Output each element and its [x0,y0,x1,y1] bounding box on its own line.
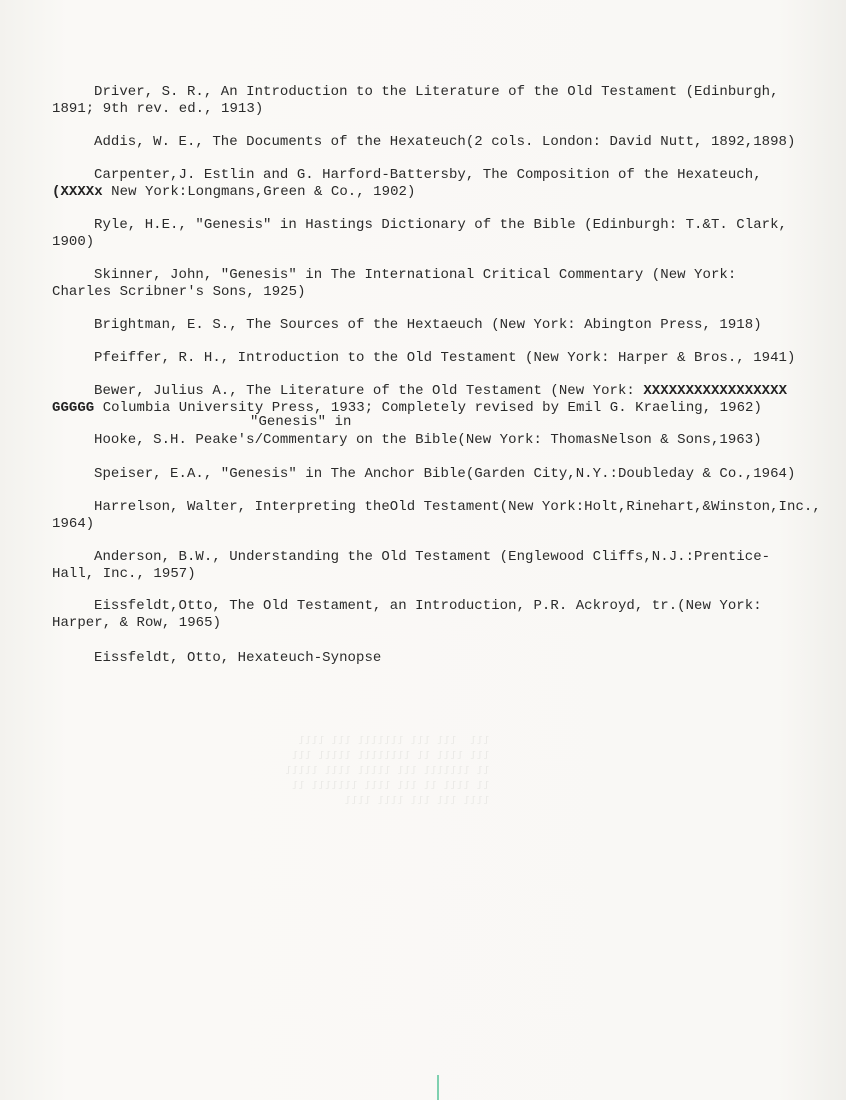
entry-skinner: Skinner, John, "Genesis" in The International Critical Commentary (New York: [94,267,737,283]
entry-eissfeldt-2: Eissfeldt, Otto, Hexateuch-Synopse [94,650,382,666]
inserted-text: "Genesis" in [250,414,352,430]
entry-carpenter: Carpenter,J. Estlin and G. Harford-Battersby, The Composition of the Hexateuch, [94,167,762,183]
entry-ryle-cont: 1900) [52,234,95,250]
struck-text: (XXXXx [52,184,103,200]
entry-pfeiffer: Pfeiffer, R. H., Introduction to the Old Testament (New York: Harper & Bros., 1941) [94,350,796,366]
entry-eissfeldt-1: Eissfeldt,Otto, The Old Testament, an Introduction, P.R. Ackroyd, tr.(New York: [94,598,762,614]
entry-driver: Driver, S. R., An Introduction to the Literature of the Old Testament (Edinburgh, [94,84,779,100]
entry-ryle: Ryle, H.E., "Genesis" in Hastings Dictionary of the Bible (Edinburgh: T.&T. Clark, [94,217,788,233]
entry-eissfeldt-1-cont: Harper, & Row, 1965) [52,615,222,631]
bleed-through-text: lll lll lll lllllll lll llll lll llll ll llllllll lllll lll ll lllllll lll lllll llll lllll ll llll ll lll llll lllllll ll llll lll lll llll llll [285,736,490,808]
entry-driver-cont: 1891; 9th rev. ed., 1913) [52,101,264,117]
struck-text: GGGGG [52,400,95,416]
green-mark [437,1075,439,1100]
entry-hooke: Hooke, S.H. Peake's/Commentary on the Bible(New York: ThomasNelson & Sons,1963) [94,432,762,448]
entry-brightman: Brightman, E. S., The Sources of the Hextaeuch (New York: Abington Press, 1918) [94,317,762,333]
entry-bewer-cont: GGGGG Columbia University Press, 1933; Completely revised by Emil G. Kraeling, 1962) [52,400,762,416]
entry-carpenter-cont: (XXXXx New York:Longmans,Green & Co., 1902) [52,184,416,200]
struck-text: XXXXXXXXXXXXXXXXX [634,383,788,399]
entry-addis: Addis, W. E., The Documents of the Hexateuch(2 cols. London: David Nutt, 1892,1898) [94,134,796,150]
entry-speiser: Speiser, E.A., "Genesis" in The Anchor Bible(Garden City,N.Y.:Doubleday & Co.,1964) [94,466,796,482]
entry-bewer: Bewer, Julius A., The Literature of the Old Testament (New York: XXXXXXXXXXXXXXXXX [94,383,788,399]
entry-anderson-cont: Hall, Inc., 1957) [52,566,196,582]
entry-harrelson: Harrelson, Walter, Interpreting theOld Testament(New York:Holt,Rinehart,&Winston,Inc., [94,499,821,515]
entry-harrelson-cont: 1964) [52,516,95,532]
entry-skinner-cont: Charles Scribner's Sons, 1925) [52,284,306,300]
entry-anderson: Anderson, B.W., Understanding the Old Testament (Englewood Cliffs,N.J.:Prentice- [94,549,771,565]
